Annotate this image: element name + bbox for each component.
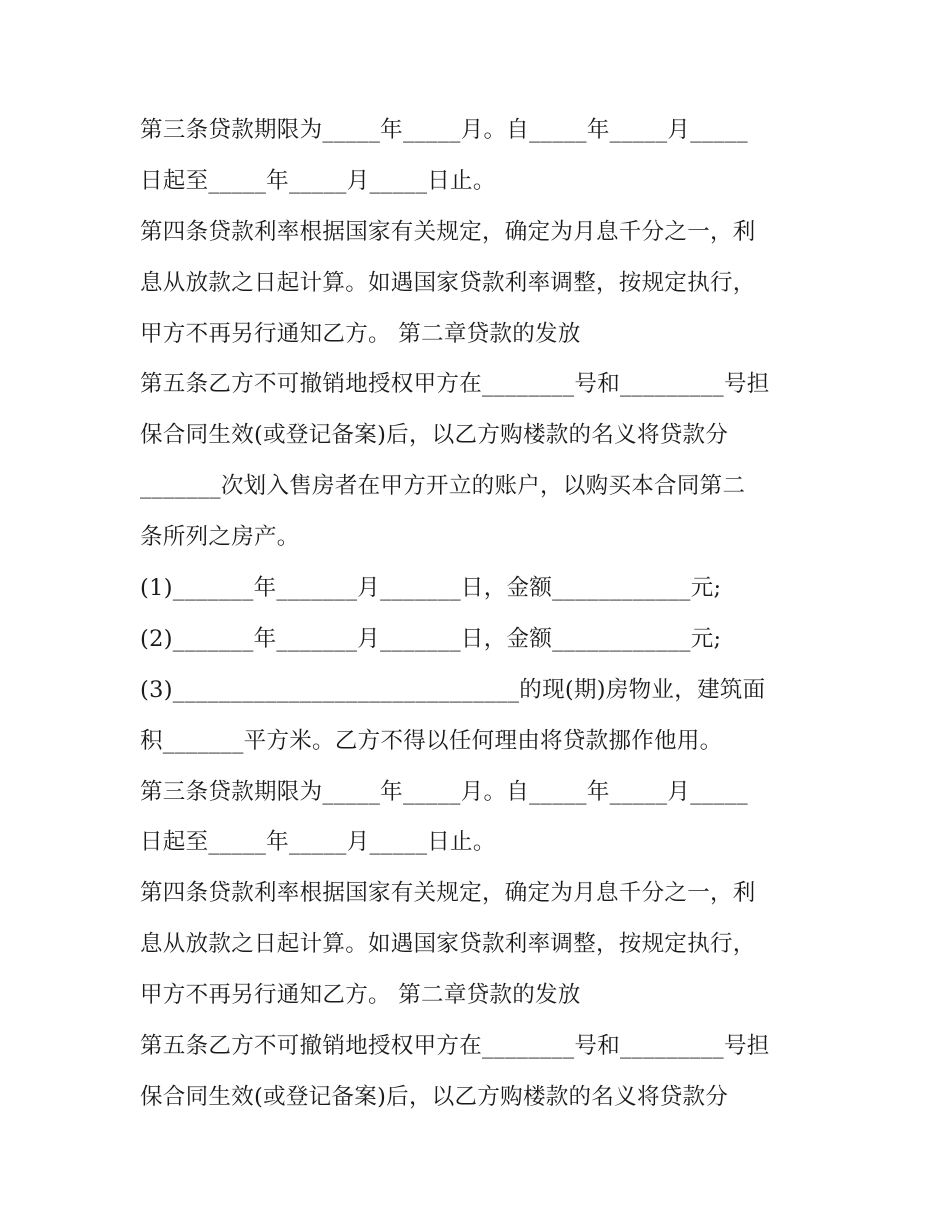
text-line: 息从放款之日起计算。如遇国家贷款利率调整，按规定执行， (140, 269, 756, 296)
text-line: 甲方不再另行通知乙方。 第二章贷款的发放 (140, 982, 581, 1009)
text-line: 积_______平方米。乙方不得以任何理由将贷款挪作他用。 (140, 727, 723, 754)
text-line: 保合同生效(或登记备案)后，以乙方购楼款的名义将贷款分 (140, 1083, 729, 1110)
text-line: 第三条贷款期限为_____年_____月。自_____年_____月_____ (140, 117, 748, 143)
text-line: 日起至_____年_____月_____日止。 (140, 167, 496, 194)
text-line: _______次划入售房者在甲方开立的账户，以购买本合同第二 (140, 473, 746, 500)
text-line: 日起至_____年_____月_____日止。 (140, 829, 496, 856)
document-body (140, 105, 820, 1123)
text-line: 第五条乙方不可撤销地授权甲方在________号和_________号担 (140, 371, 770, 398)
text-line: 条所列之房产。 (140, 524, 300, 551)
text-line: 保合同生效(或登记备案)后，以乙方购楼款的名义将贷款分 (140, 422, 729, 449)
text-line: (3)______________________________的现(期)房物业，建筑面 (140, 676, 766, 703)
text-line: 第四条贷款利率根据国家有关规定，确定为月息千分之一，利 (140, 218, 756, 245)
text-line: 息从放款之日起计算。如遇国家贷款利率调整，按规定执行， (140, 931, 756, 958)
text-line: (2)_______年_______月_______日，金额____________元; (140, 625, 722, 652)
text-line: (1)_______年_______月_______日，金额____________元; (140, 575, 722, 602)
text-line: 第五条乙方不可撤销地授权甲方在________号和_________号担 (140, 1033, 770, 1060)
text-line: 甲方不再另行通知乙方。 第二章贷款的发放 (140, 320, 581, 347)
text-line: 第三条贷款期限为_____年_____月。自_____年_____月_____ (140, 778, 748, 805)
text-line: 第四条贷款利率根据国家有关规定，确定为月息千分之一，利 (140, 880, 756, 907)
